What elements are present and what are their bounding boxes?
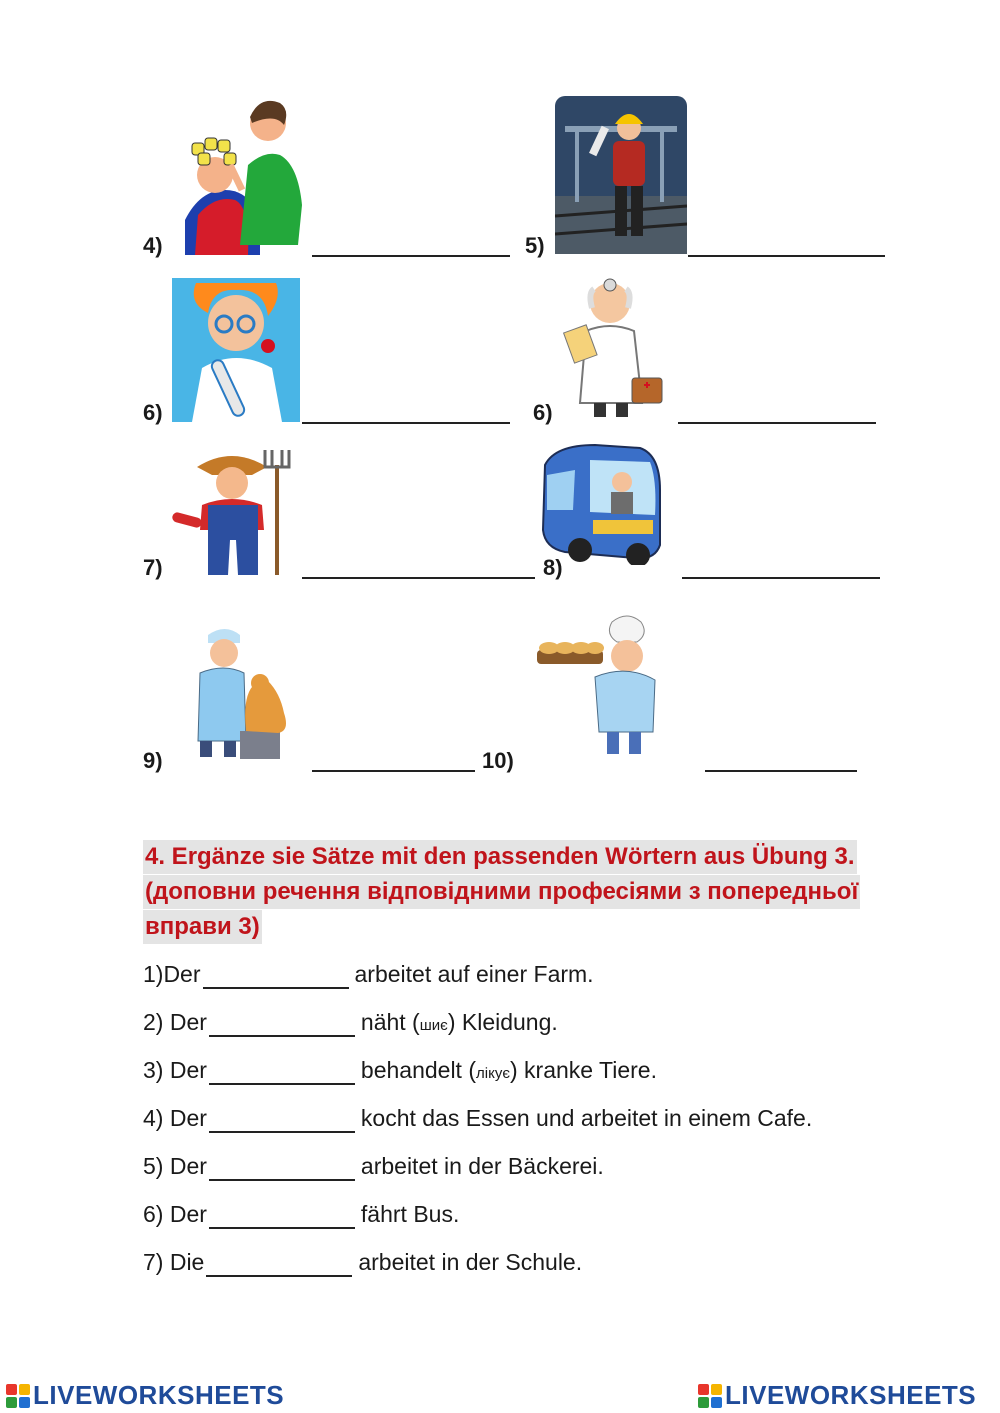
sentence-blank-5[interactable] [209, 1159, 355, 1181]
answer-blank-10[interactable] [705, 748, 857, 772]
answer-blank-8[interactable] [682, 555, 880, 579]
answer-blank-7[interactable] [302, 555, 535, 579]
sentence-end-tail: ) Kleidung. [447, 1009, 558, 1035]
sentence-start: 6) Der [143, 1201, 207, 1227]
liveworksheets-logo-right [698, 1380, 976, 1411]
sentence-end: kocht das Essen und arbeitet in einem Cafe. [360, 1105, 813, 1131]
sentence-2 [143, 1007, 558, 1041]
sentence-end: arbeitet in der Schule. [358, 1249, 583, 1275]
sentence-start: 7) Die [143, 1249, 205, 1275]
sentence-blank-7[interactable] [206, 1255, 352, 1277]
item-number: 10) [482, 748, 514, 773]
item-number: 6) [533, 400, 553, 425]
sentence-blank-4[interactable] [209, 1111, 355, 1133]
sentence-3 [143, 1055, 657, 1089]
answer-blank-4[interactable] [312, 233, 510, 257]
exercise-4-heading-line1: 4. Ergänze sie Sätze mit den passenden Wörtern aus Übung 3. [143, 840, 857, 874]
farmer-picture [172, 445, 300, 577]
logo-text: LIVEWORKSHEETS [725, 1380, 977, 1410]
sentence-end: fährt Bus. [360, 1201, 460, 1227]
exercise-4-heading-line3: вправи 3) [143, 910, 262, 944]
logo-text: LIVEWORKSHEETS [33, 1380, 285, 1410]
sentence-blank-3[interactable] [209, 1063, 355, 1085]
sentence-blank-2[interactable] [209, 1015, 355, 1037]
sentence-4 [143, 1103, 812, 1133]
sentence-blank-1[interactable] [203, 967, 349, 989]
answer-blank-6a[interactable] [302, 400, 510, 424]
veterinarian-picture [180, 623, 298, 763]
bus-driver-picture [535, 440, 665, 565]
sentence-end: näht ( [360, 1009, 420, 1035]
sentence-start: 4) Der [143, 1105, 207, 1131]
doctor-picture [560, 273, 672, 423]
translation-note: шиє [419, 1017, 448, 1034]
sentence-end-tail: ) kranke Tiere. [509, 1057, 657, 1083]
baker-picture [537, 612, 662, 760]
sentence-blank-6[interactable] [209, 1207, 355, 1229]
exercise-4-heading-line2: (доповни речення відповідними професіями з попередньої [143, 875, 860, 909]
answer-blank-6b[interactable] [678, 400, 876, 424]
sentence-end: arbeitet in der Bäckerei. [360, 1153, 604, 1179]
item-number: 7) [143, 555, 163, 580]
sentence-6 [143, 1199, 459, 1229]
sentence-end: arbeitet auf einer Farm. [354, 961, 594, 987]
liveworksheets-logo-icon [6, 1384, 30, 1408]
sentence-end: behandelt ( [360, 1057, 476, 1083]
sentence-1 [143, 959, 594, 989]
sentence-start: 2) Der [143, 1009, 207, 1035]
item-number: 5) [525, 233, 545, 258]
item-number: 6) [143, 400, 163, 425]
sentence-7 [143, 1247, 582, 1277]
item-number: 9) [143, 748, 163, 773]
liveworksheets-logo-left [6, 1380, 284, 1411]
item-number: 8) [543, 555, 563, 580]
sentence-start: 3) Der [143, 1057, 207, 1083]
hairdresser-picture [180, 95, 308, 255]
liveworksheets-logo-icon [698, 1384, 722, 1408]
translation-note: лікує [476, 1065, 510, 1082]
nurse-picture [172, 278, 300, 422]
construction-worker-picture [555, 96, 687, 254]
answer-blank-9[interactable] [312, 748, 475, 772]
sentence-start: 5) Der [143, 1153, 207, 1179]
sentence-5 [143, 1151, 604, 1181]
item-number: 4) [143, 233, 163, 258]
answer-blank-5[interactable] [688, 233, 885, 257]
sentence-start: 1)Der [143, 961, 201, 987]
